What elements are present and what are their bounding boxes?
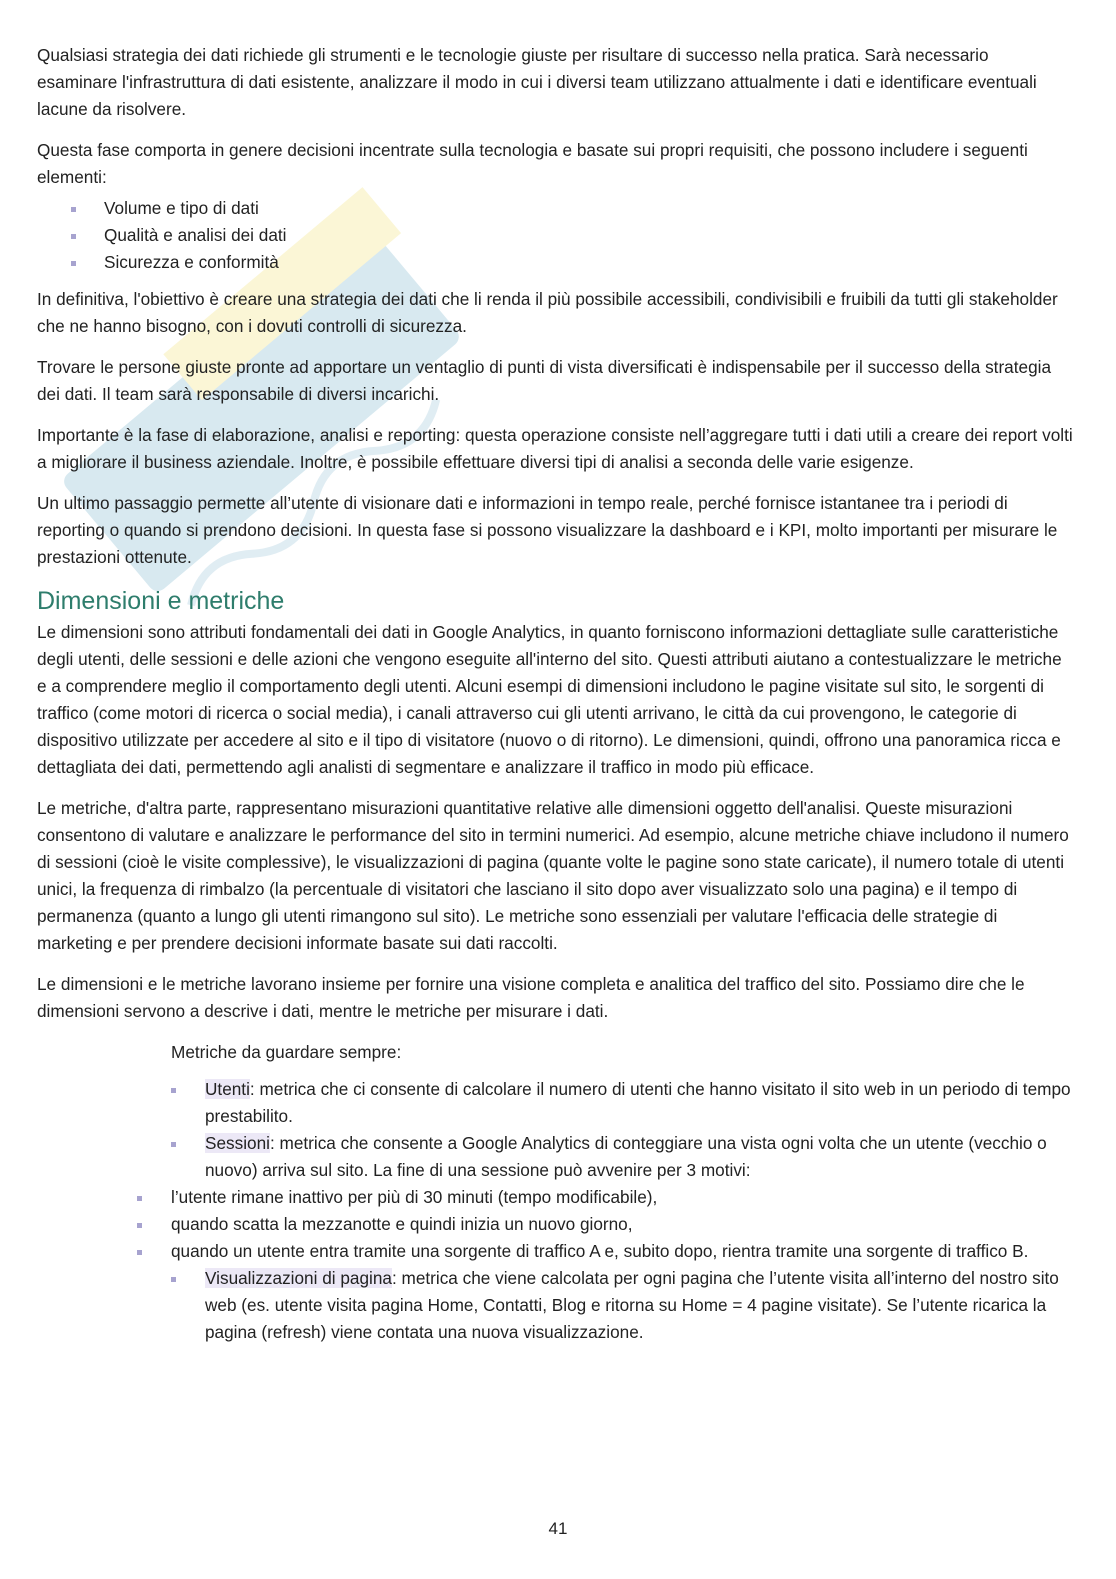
paragraph: Un ultimo passaggio permette all’utente di visionare dati e informazioni in tempo reale, perché fornisce istantanee tra i periodi di reporting o quando si prendono decisioni. In questa fase si possono visualizzare la dashboard e i KPI, molto importanti per misurare le prestazioni ottenute. — [37, 493, 1058, 567]
metric-term: Utenti — [205, 1079, 250, 1099]
sub-list-item: quando scatta la mezzanotte e quindi inizia un nuovo giorno, — [37, 1211, 1073, 1238]
paragraph: Le metriche, d'altra parte, rappresentano misurazioni quantitative relative alle dimensioni oggetto dell'analisi. Queste misurazioni consentono di valutare e analizzare le performance del sito in termini numerici. Ad esempio, alcune metriche chiave includono il numero di sessioni (cioè le visite complessive), le visualizzazioni di pagina (quante volte le pagine sono state caricate), il numero totale di utenti unici, la frequenza di rimbalzo (la percentuale di visitatori che lasciano il sito dopo aver visualizzato solo una pagina) e il tempo di permanenza (quanto a lungo gli utenti rimangono sul sito). Le metriche sono essenziali per valutare l'efficacia delle strategie di marketing e per prendere decisioni informate basate sui dati raccolti. — [37, 798, 1069, 953]
metrics-list-continued — [171, 1265, 1073, 1346]
metric-item — [171, 1076, 1073, 1130]
metric-description: : metrica che consente a Google Analytics di conteggiare una vista ogni volta che un utente (vecchio o nuovo) arriva sul sito. La fine di una sessione può avvenire per 3 motivi: — [205, 1133, 1047, 1180]
list-item: Qualità e analisi dei dati — [37, 222, 1073, 249]
metric-item — [171, 1265, 1073, 1346]
list-item: Sicurezza e conformità — [37, 249, 1073, 276]
metric-description: : metrica che viene calcolata per ogni pagina che l’utente visita all’interno del nostro sito web (es. utente visita pagina Home, Contatti, Blog e ritorna su Home = 4 pagine visitate). Se l’utente ricarica la pagina (refresh) viene contata una nuova visualizzazione. — [205, 1268, 1059, 1342]
paragraph: Trovare le persone giuste pronte ad apportare un ventaglio di punti di vista diversificati è indispensabile per il successo della strategia dei dati. Il team sarà responsabile di diversi incarichi. — [37, 357, 1052, 404]
paragraph: Le dimensioni sono attributi fondamentali dei dati in Google Analytics, in quanto forniscono informazioni dettagliate sulle caratteristiche degli utenti, delle sessioni e delle azioni che vengono eseguite all'interno del sito. Questi attributi aiutano a contestualizzare le metriche e a comprendere meglio il comportamento degli utenti. Alcuni esempi di dimensioni includono le pagine visitate sul sito, le sorgenti di traffico (come motori di ricerca o social media), i canali attraverso cui gli utenti arrivano, le città da cui provengono, le categorie di dispositivo utilizzate per accedere al sito e il tipo di visitatore (nuovo o di ritorno). Le dimensioni, quindi, offrono una panoramica ricca e dettagliata dei dati, permettendo agli analisti di segmentare e analizzare il traffico in modo più efficace. — [37, 622, 1062, 777]
section-heading: Dimensioni e metriche — [37, 587, 285, 615]
paragraph: Questa fase comporta in genere decisioni incentrate sulla tecnologia e basate sui propri requisiti, che possono includere i seguenti elementi: — [37, 140, 1028, 187]
metrics-intro: Metriche da guardare sempre: — [171, 1042, 402, 1062]
metric-term: Sessioni — [205, 1133, 270, 1153]
paragraph: In definitiva, l'obiettivo è creare una strategia dei dati che li renda il più possibile accessibili, condivisibili e fruibili da tutti gli stakeholder che ne hanno bisogno, con i dovuti controlli di sicurezza. — [37, 289, 1058, 336]
bullet-list — [37, 195, 1073, 276]
metric-description: : metrica che ci consente di calcolare il numero di utenti che hanno visitato il sito web in un periodo di tempo prestabilito. — [205, 1079, 1071, 1126]
paragraph: Qualsiasi strategia dei dati richiede gli strumenti e le tecnologie giuste per risultare di successo nella pratica. Sarà necessario esaminare l'infrastruttura di dati esistente, analizzare il modo in cui i diversi team utilizzano attualmente i dati e identificare eventuali lacune da risolvere. — [37, 45, 1037, 119]
metric-term: Visualizzazioni di pagina — [205, 1268, 392, 1288]
document-page — [37, 42, 1073, 1346]
page-number: 41 — [548, 1519, 568, 1538]
paragraph: Le dimensioni e le metriche lavorano insieme per fornire una visione completa e analitica del traffico del sito. Possiamo dire che le dimensioni servono a descrive i dati, mentre le metriche per misurare i dati. — [37, 974, 1025, 1021]
list-item: Volume e tipo di dati — [37, 195, 1073, 222]
paragraph: Importante è la fase di elaborazione, analisi e reporting: questa operazione consiste nell’aggregare tutti i dati utili a creare dei report volti a migliorare il business aziendale. Inoltre, è possibile effettuare diversi tipi di analisi a seconda delle varie esigenze. — [37, 425, 1073, 472]
metric-item — [171, 1130, 1073, 1184]
sub-list-item: l’utente rimane inattivo per più di 30 minuti (tempo modificabile), — [37, 1184, 1073, 1211]
session-reasons-list — [37, 1184, 1073, 1265]
sub-list-item: quando un utente entra tramite una sorgente di traffico A e, subito dopo, rientra tramite una sorgente di traffico B. — [37, 1238, 1073, 1265]
metrics-list — [171, 1076, 1073, 1184]
